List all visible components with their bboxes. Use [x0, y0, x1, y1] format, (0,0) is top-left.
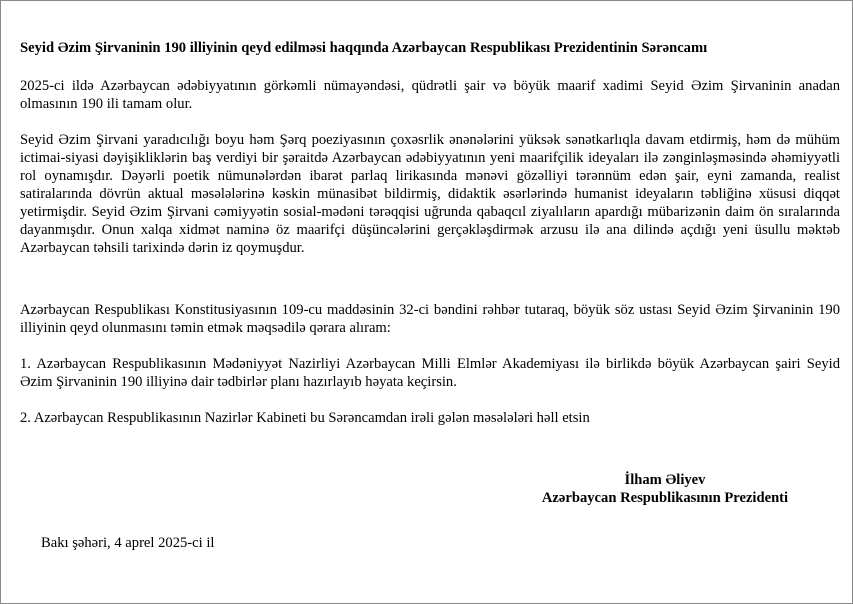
paragraph-intro: 2025-ci ildə Azərbaycan ədəbiyyatının görkəmli nümayəndəsi, qüdrətli şair və böyük maarif xadimi Seyid Əzim Şirvaninin anadan olmasının 190 ili tamam olur. — [20, 78, 840, 112]
paragraph-item-1: 1. Azərbaycan Respublikasının Mədəniyyət Nazirliyi Azərbaycan Milli Elmlər Akademiyası ilə birlikdə böyük Azərbaycan şairi Seyid Əzim Şirvaninin 190 illiyinə dair tədbirlər planı hazırlayıb həyata keçirsin. — [20, 356, 840, 390]
signatory-name: İlham Əliyev — [624, 472, 706, 488]
place-and-date: Bakı şəhəri, 4 aprel 2025-ci il — [41, 535, 215, 551]
signature-block — [501, 471, 829, 507]
paragraph-item-2: 2. Azərbaycan Respublikasının Nazirlər Kabineti bu Sərəncamdan irəli gələn məsələləri həll etsin — [20, 410, 590, 426]
paragraph-decision: Azərbaycan Respublikası Konstitusiyasının 109-cu maddəsinin 32-ci bəndini rəhbər tutaraq, böyük söz ustası Seyid Əzim Şirvaninin 190 illiyinin qeyd olunmasını təmin etmək məqsədilə qərara alıram: — [20, 302, 840, 336]
paragraph-biography: Seyid Əzim Şirvani yaradıcılığı boyu həm Şərq poeziyasının çoxəsrlik ənənələrini yüksək sənətkarlıqla davam etdirmiş, həm də mühüm ictimai-siyasi dəyişikliklərin baş verdiyi bir şəraitdə Azərbaycan ədəbiyyatının yeni maarifçilik ideyaları ilə zənginləşməsində əhəmiyyətli rol oynamışdır. Dəyərli poetik nümunələrdən ibarət parlaq lirikasında mənəvi gözəlliyi tərənnüm edən şair, eyni zamanda, realist satiralarında dövrün aktual məsələlərinə kəskin münasibət bildirmiş, didaktik əsərlərində humanist ideyaların təbliğinə xüsusi diqqət yetirmişdir. Seyid Əzim Şirvani cəmiyyətin sosial-mədəni tərəqqisi uğrunda qabaqcıl ziyalıların apardığı mübarizənin daim ön sıralarında dayanmışdır. Onun xalqa xidmət naminə öz maarifçi düşüncələrini gerçəkləşdirmək arzusu ilə ana dilində açdığı yeni üsullu məktəb Azərbaycan təhsili tarixində dərin iz qoymuşdur. — [20, 132, 840, 256]
signatory-position: Azərbaycan Respublikasının Prezidenti — [541, 490, 789, 506]
document-title: Seyid Əzim Şirvaninin 190 illiyinin qeyd edilməsi haqqında Azərbaycan Respublikası Prezidentinin Sərəncamı — [20, 40, 708, 56]
